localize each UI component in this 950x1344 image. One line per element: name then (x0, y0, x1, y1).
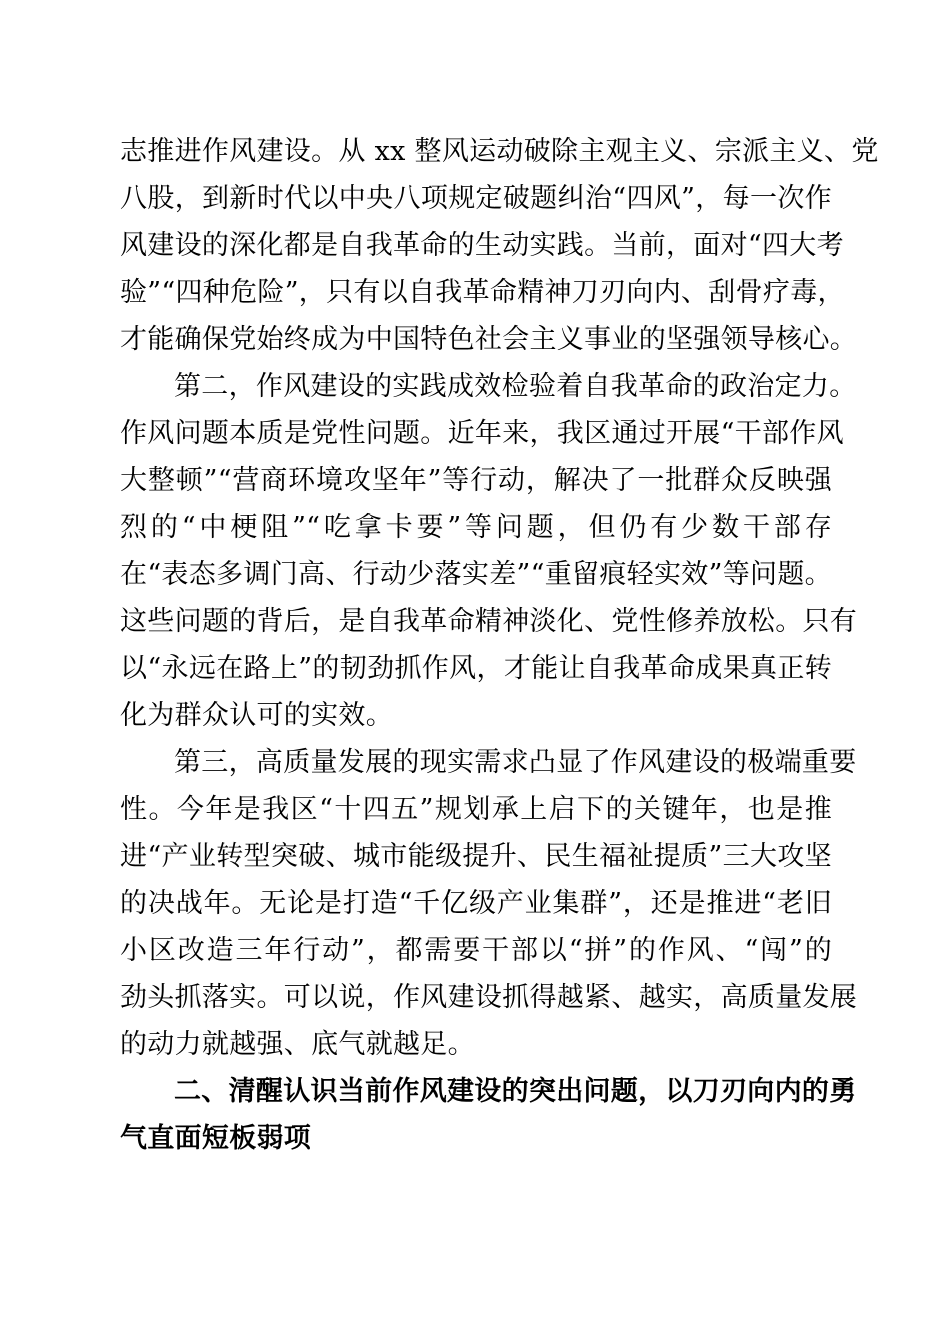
text-line: 性。今年是我区“十四五”规划承上启下的关键年，也是推 (120, 794, 832, 825)
text-line: 验”“四种危险”，只有以自我革命精神刀刃向内、刮骨疗毒， (120, 277, 845, 308)
paragraph-1 (120, 128, 879, 363)
text-line: 这些问题的背后，是自我革命精神淡化、党性修养放松。只有 (120, 606, 858, 637)
text-line: 作风问题本质是党性问题。近年来，我区通过开展“干部作风 (120, 418, 844, 449)
text-line: 才能确保党始终成为中国特色社会主义事业的坚强领导核心。 (120, 324, 858, 355)
text-line: 烈的“中梗阻”“吃拿卡要”等问题，但仍有少数干部存 (120, 512, 832, 543)
paragraph-3 (120, 739, 858, 1068)
text-line: 志推进作风建设。从 xx 整风运动破除主观主义、宗派主义、党 (120, 136, 879, 167)
section-heading-line: 二、清醒认识当前作风建设的突出问题，以刀刃向内的勇 (174, 1076, 857, 1107)
text-line: 劲头抓落实。可以说，作风建设抓得越紧、越实，高质量发展 (120, 982, 858, 1013)
text-line: 在“表态多调门高、行动少落实差”“重留痕轻实效”等问题。 (120, 559, 832, 590)
text-line: 的动力就越强、底气就越足。 (120, 1029, 475, 1060)
text-line: 以“永远在路上”的韧劲抓作风，才能让自我革命成果真正转 (120, 653, 832, 684)
text-line: 风建设的深化都是自我革命的生动实践。当前，面对“四大考 (120, 230, 844, 261)
text-line: 八股，到新时代以中央八项规定破题纠治“四风”，每一次作 (120, 183, 832, 214)
text-line: 的决战年。无论是打造“千亿级产业集群”，还是推进“老旧 (120, 888, 832, 919)
text-line: 化为群众认可的实效。 (120, 700, 393, 731)
document-page (120, 128, 879, 1162)
paragraph-lead-line: 第三，高质量发展的现实需求凸显了作风建设的极端重要 (174, 747, 857, 778)
paragraph-lead-line: 第二，作风建设的实践成效检验着自我革命的政治定力。 (174, 371, 857, 402)
paragraph-2 (120, 363, 858, 739)
text-line: 小区改造三年行动”，都需要干部以“拼”的作风、“闯”的 (120, 935, 832, 966)
section-heading-line: 气直面短板弱项 (120, 1123, 312, 1154)
text-line: 大整顿”“营商环境攻坚年”等行动，解决了一批群众反映强 (120, 465, 832, 496)
section-heading (120, 1068, 857, 1162)
text-line: 进“产业转型突破、城市能级提升、民生福祉提质”三大攻坚 (120, 841, 832, 872)
